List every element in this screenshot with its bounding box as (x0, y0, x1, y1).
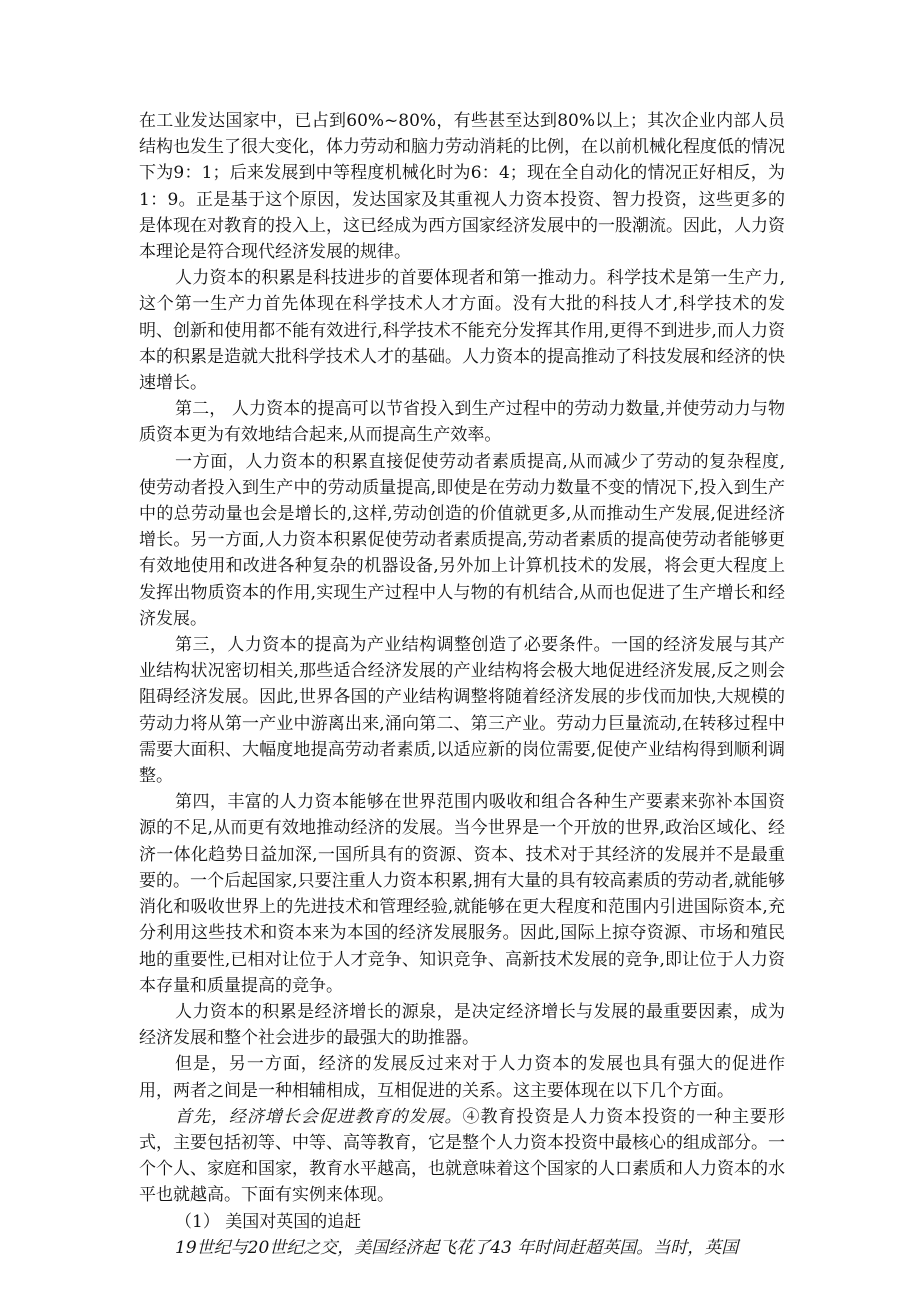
paragraph-2: 人力资本的积累是科技进步的首要体现者和第一推动力。科学技术是第一生产力,这个第一生产力首先体现在科学技术人才方面。没有大批的科技人才,科学技术的发明、创新和使用都不能有效进行,科学技术不能充分发挥其作用,更得不到进步,而人力资本的积累是造就大批科学技术人才的基础。人力资本的提高推动了科技发展和经济的快速增长。 (139, 268, 785, 394)
paragraph-3: 第二， 人力资本的提高可以节省投入到生产过程中的劳动力数量,并使劳动力与物质资本更为有效地结合起来,从而提高生产效率。 (139, 399, 785, 446)
paragraph-7: 人力资本的积累是经济增长的源泉，是决定经济增长与发展的最重要因素，成为经济发展和整个社会进步的最强大的助推器。 (139, 1001, 785, 1049)
paragraph-9-rest: ④教育投资是人力资本投资的一种主要形式，主要包括初等、中等、高等教育，它是整个人力资本投资中最核心的组成部分。一个个人、家庭和国家，教育水平越高，也就意味着这个国家的人口素质和人力资本的水平也就越高。下面有实例来体现。 (139, 1106, 785, 1206)
paragraph-1: 在工业发达国家中，已占到60%~80%，有些甚至达到80%以上；其次企业内部人员结构也发生了很大变化，体力劳动和脑力劳动消耗的比例，在以前机械化程度低的情况下为9：1；后来发展到中等程度机械化时为6：4；现在全自动化的情况正好相反，为1：9。正是基于这个原因，发达国家及其重视人力资本投资、智力投资，这些更多的是体现在对教育的投入上，这已经成为西方国家经济发展中的一股潮流。因此，人力资本理论是符合现代经济发展的规律。 (139, 111, 785, 263)
document-body (139, 108, 785, 1261)
paragraph-8: 但是，另一方面，经济的发展反过来对于人力资本的发展也具有强大的促进作用，两者之间是一种相辅相成，互相促进的关系。这主要体现在以下几个方面。 (139, 1054, 785, 1101)
paragraph-4: 一方面，人力资本的积累直接促使劳动者素质提高,从而减少了劳动的复杂程度, 使劳动者投入到生产中的劳动质量提高,即使是在劳动力数量不变的情况下,投入到生产中的总劳动量也会是增长的,这样,劳动创造的价值就更多,从而推动生产发展,促进经济增长。另一方面,人力资本积累促使劳动者素质提高,劳动者素质的提高使劳动者能够更有效地使用和改进各种复杂的机器设备,另外加上计算机技术的发展，将会更大程度上发挥出物质资本的作用,实现生产过程中人与物的有机结合,从而也促进了生产增长和经济发展。 (139, 451, 785, 629)
section-item-heading: （1） 美国对英国的追赶 (175, 1211, 362, 1232)
paragraph-last-line: 19世纪与20世纪之交，美国经济起飞花了43 年时间赶超英国。当时，英国 (175, 1237, 739, 1258)
paragraph-5: 第三，人力资本的提高为产业结构调整创造了必要条件。一国的经济发展与其产业结构状况密切相关,那些适合经济发展的产业结构将会极大地促进经济发展,反之则会阻碍经济发展。因此,世界各国的产业结构调整将随着经济发展的步伐而加快,大规模的劳动力将从第一产业中游离出来,涌向第二、第三产业。劳动力巨量流动,在转移过程中需要大面积、大幅度地提高劳动者素质,以适应新的岗位需要,促使产业结构得到顺利调整。 (139, 635, 785, 787)
paragraph-9 (139, 1104, 785, 1209)
paragraph-6: 第四，丰富的人力资本能够在世界范围内吸收和组合各种生产要素来弥补本国资源的不足,从而更有效地推动经济的发展。当今世界是一个开放的世界,政治区域化、经济一体化趋势日益加深,一国所具有的资源、资本、技术对于其经济的发展并不是最重要的。一个后起国家,只要注重人力资本积累,拥有大量的具有较高素质的劳动者,就能够消化和吸收世界上的先进技术和管理经验,就能够在更大程度和范围内引进国际资本,充分利用这些技术和资本来为本国的经济发展服务。因此,国际上掠夺资源、市场和殖民地的重要性,已相对让位于人才竞争、知识竞争、高新技术发展的竞争,即让位于人力资本存量和质量提高的竞争。 (139, 792, 785, 996)
paragraph-9-italic-lead: 首先，经济增长会促进教育的发展。 (175, 1106, 463, 1127)
